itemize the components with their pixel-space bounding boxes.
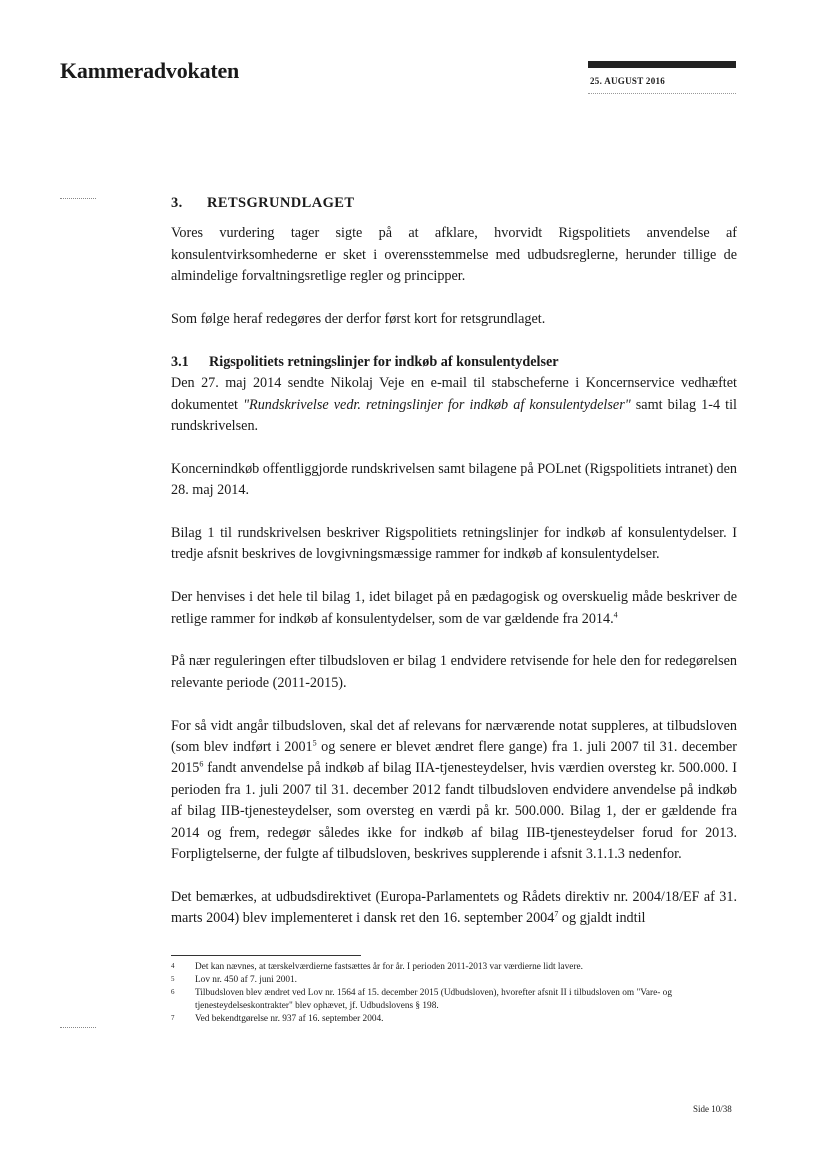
footnote-number: 7 <box>171 1014 175 1022</box>
body-content <box>171 193 737 951</box>
subsection-number: 3.1 <box>171 353 189 370</box>
footnote-number: 5 <box>171 975 175 983</box>
paragraph: Koncernindkøb offentliggjorde rundskrivelsen samt bilagene på POLnet (Rigspolitiets intranet) den 28. maj 2014. <box>171 460 737 499</box>
footnote-text: Ved bekendtgørelse nr. 937 af 16. september 2004. <box>195 1014 384 1024</box>
footnote <box>171 974 737 987</box>
footnote-number: 6 <box>171 988 175 996</box>
paragraph: Bilag 1 til rundskrivelsen beskriver Rigspolitiets retningslinjer for indkøb af konsulentydelser. I tredje afsnit beskrives de lovgivningsmæssige rammer for indkøb af konsulentydelser. <box>171 525 737 563</box>
paragraph: Den 27. maj 2014 sendte Nikolaj Veje en e-mail til stabscheferne i Koncernservice vedhæftet dokumentet "Rundskrivelse vedr. retningslinjer for indkøb af konsulentydelser" samt bilag 1-4 til rundskrivelsen. <box>171 375 737 435</box>
footnote-ref[interactable]: 5 <box>312 738 317 748</box>
footnote-text: Det kan nævnes, at tærskelværdierne fastsættes år for år. I perioden 2011-2013 var værdierne lidt lavere. <box>195 962 583 972</box>
document-date: 25. AUGUST 2016 <box>590 76 666 86</box>
logo: Kammeradvokaten <box>60 58 240 83</box>
margin-marker-top <box>60 198 96 199</box>
footnote-ref[interactable]: 6 <box>199 759 204 769</box>
paragraph: Som følge heraf redegøres der derfor først kort for retsgrundlaget. <box>171 311 546 328</box>
footnote-number: 4 <box>171 962 175 970</box>
paragraph: For så vidt angår tilbudsloven, skal det af relevans for nærværende notat suppleres, at tilbudsloven (som blev indført i 2001$^5$ og senere er blevet ændret flere gange) fra 1. juli 2007 til 31. december 2015$^6$ fandt anvendelse på indkøb af bilag IIA-tjenesteydelser, hvis værdien oversteg kr. 500.000. I perioden fra 1. juli 2007 til 31. december 2012 fandt tilbudsloven endvidere anvendelse på indkøb af bilag IIB-tjenesteydelser, som oversteg en værdi på kr. 500.000. Bilag 1, der er gældende fra 2014 og frem, redegør således ikke for indkøb af bilag IIB-tjenesteydelser forud for 2013. Forpligtelserne, der fulgte af tilbudsloven, beskrives supplerende i afsnit 3.1.1.3 nedenfor. <box>171 717 737 863</box>
footnotes <box>171 961 737 1026</box>
subsection-title: Rigspolitiets retningslinjer for indkøb af konsulentydelser <box>209 353 559 370</box>
paragraph: Det bemærkes, at udbudsdirektivet (Europa-Parlamentets og Rådets direktiv nr. 2004/18/EF af 31. marts 2004) blev implementeret i dansk ret den 16. september 2004$^7$ og gjaldt indtil <box>171 888 737 927</box>
paragraph: På nær reguleringen efter tilbudsloven er bilag 1 endvidere retvisende for hele den for redegørelsen relevante periode (2011-2015). <box>171 653 737 691</box>
footnote <box>171 961 737 974</box>
footnote-rule <box>171 955 361 956</box>
footnote <box>171 987 737 1013</box>
paragraph: Vores vurdering tager sigte på at afklare, hvorvidt Rigspolitiets anvendelse af konsulentvirksomhederne er sket i overensstemmelse med udbudsreglerne, herunder tillige de almindelige forvaltningsretlige regler og principper. <box>171 225 737 285</box>
page-number: Side 10/38 <box>693 1104 732 1114</box>
section-number: 3. <box>171 195 183 211</box>
margin-marker-bottom <box>60 1027 96 1028</box>
footnote <box>171 1013 737 1026</box>
section-heading <box>171 193 737 214</box>
paragraph: Der henvises i det hele til bilag 1, idet bilaget på en pædagogisk og overskuelig måde beskriver de retlige rammer for indkøb af konsulentydelser, som de var gældende fra 2014.$^4$ <box>171 589 737 627</box>
date-rule <box>588 93 736 94</box>
subsection-heading <box>171 352 737 373</box>
date-bar <box>588 61 736 68</box>
footnote-ref[interactable]: 7 <box>554 909 559 919</box>
footnote-text: Tilbudsloven blev ændret ved Lov nr. 1564 af 15. december 2015 (Udbudsloven), hvorefter afsnit II i tilbudsloven om "Vare- og tjenesteydelseskontrakter" blev ophævet, jf. Udbudslovens § 198. <box>195 988 672 1011</box>
footnote-ref[interactable]: 4 <box>613 609 618 619</box>
footnote-text: Lov nr. 450 af 7. juni 2001. <box>195 975 297 985</box>
document-title: "Rundskrivelse vedr. retningslinjer for indkøb af konsulentydelser" <box>243 396 631 413</box>
section-title: RETSGRUNDLAGET <box>207 195 355 211</box>
